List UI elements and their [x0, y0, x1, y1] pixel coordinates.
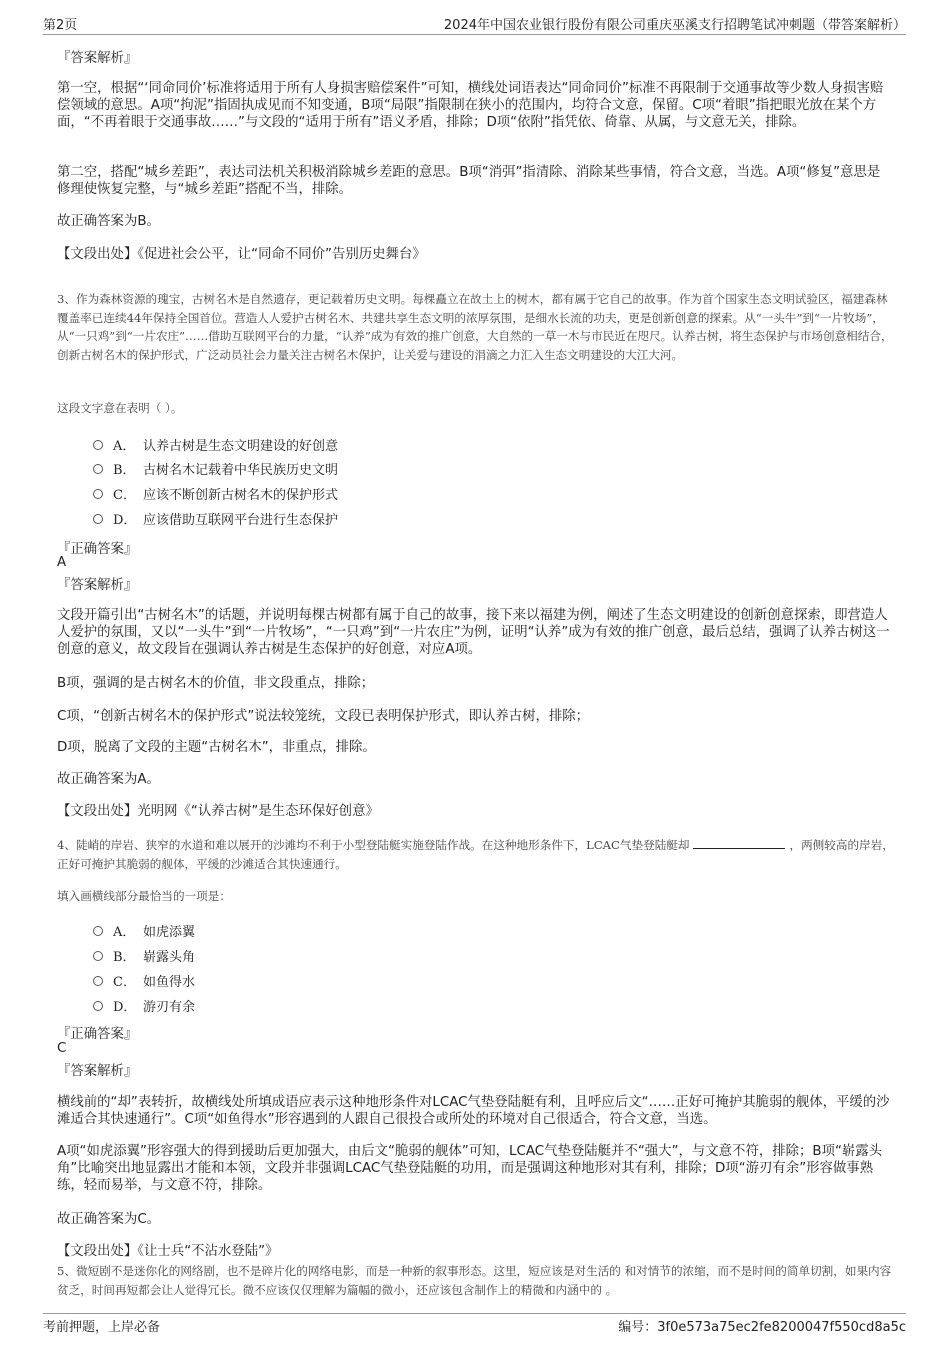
q4-analysis-para2: A项“如虎添翼”形容强大的得到援助后更加强大，由后文“脆弱的舰体”可知，LCAC气垫登陆艇并不“强大”，与文意不符，排除；B项“崭露头角”比喻突出地显露出才能和本领，文段并非强调LCAC气垫登陆艇的功用，而是强调这种地形对其有利，排除；D项“游刃有余”形容做事熟练，轻而易举，与文意不符，排除。	[57, 1144, 883, 1193]
q2-analysis-label: 『答案解析』	[57, 51, 138, 66]
q4-correct-label: 『正确答案』	[57, 1027, 138, 1042]
q3-option-c[interactable]: C． 应该不断创新古树名木的保护形式	[93, 483, 338, 503]
q4-source: 【文段出处】《让士兵“不沾水登陆”》	[57, 1244, 279, 1259]
q3-stem: 3、作为森林资源的瑰宝，古树名木是自然遗存，更记载着历史文明。每棵矗立在故土上的树木，都有属于它自己的故事。作为首个国家生态文明试验区，福建森林覆盖率已连续44年保持全国首位。营造人人爱护古树名木、共建共享生态文明的浓厚氛围，是细水长流的功夫，更是创新创意的探索。从“一头牛”到“一片牧场”，从“一只鸡”到“一片农庄”……借助互联网平台的力量，“认养”成为有效的推广创意，大自然的一草一木与市民近在咫尺。认养古树，将生态保护与市场创意相结合，创新古树名木的保护形式，广泛动员社会力量关注古树名木保护，让关爱与建设的涓滴之力汇入生态文明建设的大江大河。	[57, 292, 893, 362]
q3-analysis-para2: B项，强调的是古树名木的价值，非文段重点，排除；	[57, 676, 375, 691]
q4-stem: 4、陡峭的岸岩、狭窄的水道和难以展开的沙滩均不利于小型登陆艇实施登陆作战。在这种地形条件下，LCAC气垫登陆艇却 ，两侧较高的岸岩，正好可掩护其脆弱的舰体，平缓的沙滩适合其快速通行。	[57, 838, 894, 871]
q3-analysis-label: 『答案解析』	[57, 578, 138, 593]
q2-analysis-para2: 第二空，搭配“城乡差距”，表达司法机关积极消除城乡差距的意思。B项“消弭”指清除、消除某些事情，符合文意，当选。A项“修复”意思是修理使恢复完整，与“城乡差距”搭配不当，排除。	[57, 165, 881, 197]
q3-correct-answer: A	[57, 555, 67, 570]
q3-source: 【文段出处】光明网《“认养古树”是生态环保好创意》	[57, 804, 379, 819]
q3-correct-label: 『正确答案』	[57, 542, 138, 557]
radio-icon[interactable]	[93, 926, 103, 936]
page-footer	[43, 1313, 906, 1334]
q2-analysis-para1: 第一空，根据“‘同命同价’标准将适用于所有人身损害赔偿案件”可知，横线处词语表达“同命同价”标准不再限制于交通事故等少数人身损害赔偿领域的意思。A项“拘泥”指固执成见而不知变通，B项“局限”指限制在狭小的范围内，均符合文意，保留。C项“着眼”指把眼光放在某个方面，“不再着眼于交通事故……”与文段的“适用于所有”语义矛盾，排除；D项“依附”指凭依、倚靠、从属，与文意无关，排除。	[57, 81, 884, 130]
q3-question: 这段文字意在表明（ ）。	[57, 401, 183, 415]
q3-conclusion: 故正确答案为A。	[57, 772, 160, 787]
document-title: 2024年中国农业银行股份有限公司重庆巫溪支行招聘笔试冲刺题（带答案解析）	[443, 18, 906, 33]
footer-serial: 编号：3f0e573a75ec2fe8200047f550cd8a5c	[618, 1320, 906, 1335]
q2-conclusion: 故正确答案为B。	[57, 214, 160, 229]
q4-option-d[interactable]: D． 游刃有余	[93, 995, 195, 1015]
q2-source: 【文段出处】《促进社会公平，让“同命不同价”告别历史舞台》	[57, 247, 426, 262]
q4-option-a[interactable]: A． 如虎添翼	[93, 920, 195, 940]
q3-option-b[interactable]: B． 古树名木记载着中华民族历史文明	[93, 458, 338, 478]
radio-icon[interactable]	[93, 1001, 103, 1011]
q4-option-b[interactable]: B． 崭露头角	[93, 945, 195, 965]
radio-icon[interactable]	[93, 464, 103, 474]
q4-question: 填入画横线部分最恰当的一项是：	[57, 889, 231, 903]
q3-analysis-para3: C项，“创新古树名木的保护形式”说法较笼统，文段已表明保护形式，即认养古树，排除；	[57, 709, 590, 724]
fill-blank	[693, 836, 785, 849]
page-number: 第2页	[43, 18, 78, 33]
q4-analysis-para1: 横线前的“却”表转折，故横线处所填成语应表示这种地形条件对LCAC气垫登陆艇有利，且呼应后文“……正好可掩护其脆弱的舰体，平缓的沙滩适合其快速通行”。C项“如鱼得水”形容遇到的人跟自己很投合或所处的环境对自己很适合，符合文意，当选。	[57, 1095, 890, 1127]
page-header	[43, 14, 906, 35]
radio-icon[interactable]	[93, 514, 103, 524]
q4-option-c[interactable]: C． 如鱼得水	[93, 970, 195, 990]
q4-correct-answer: C	[57, 1041, 67, 1056]
q4-analysis-label: 『答案解析』	[57, 1064, 138, 1079]
q4-conclusion: 故正确答案为C。	[57, 1212, 161, 1227]
q5-stem: 5、微短剧不是迷你化的网络剧，也不是碎片化的网络电影，而是一种新的叙事形态。这里，短应该是对生活的 和对情节的浓缩，而不是时间的简单切割，如果内容贫乏，时间再短都会让人觉得冗长。微不应该仅仅理解为篇幅的微小，还应该包含制作上的精微和内涵中的 。	[57, 1264, 892, 1297]
q3-option-d[interactable]: D． 应该借助互联网平台进行生态保护	[93, 508, 338, 528]
radio-icon[interactable]	[93, 976, 103, 986]
radio-icon[interactable]	[93, 489, 103, 499]
footer-slogan: 考前押题，上岸必备	[43, 1320, 161, 1335]
radio-icon[interactable]	[93, 440, 103, 450]
q3-analysis-para1: 文段开篇引出“古树名木”的话题，并说明每棵古树都有属于自己的故事，接下来以福建为例，阐述了生态文明建设的创新创意探索，即营造人人爱护的氛围，又以“一头牛”到“一片牧场”，“一只鸡”到“一片农庄”为例，证明“认养”成为有效的推广创意，最后总结，强调了认养古树这一创意的意义，故文段旨在强调认养古树是生态保护的好创意，对应A项。	[57, 608, 890, 657]
q3-option-a[interactable]: A． 认养古树是生态文明建设的好创意	[93, 434, 338, 454]
q3-analysis-para4: D项，脱离了文段的主题“古树名木”，非重点，排除。	[57, 740, 376, 755]
radio-icon[interactable]	[93, 951, 103, 961]
